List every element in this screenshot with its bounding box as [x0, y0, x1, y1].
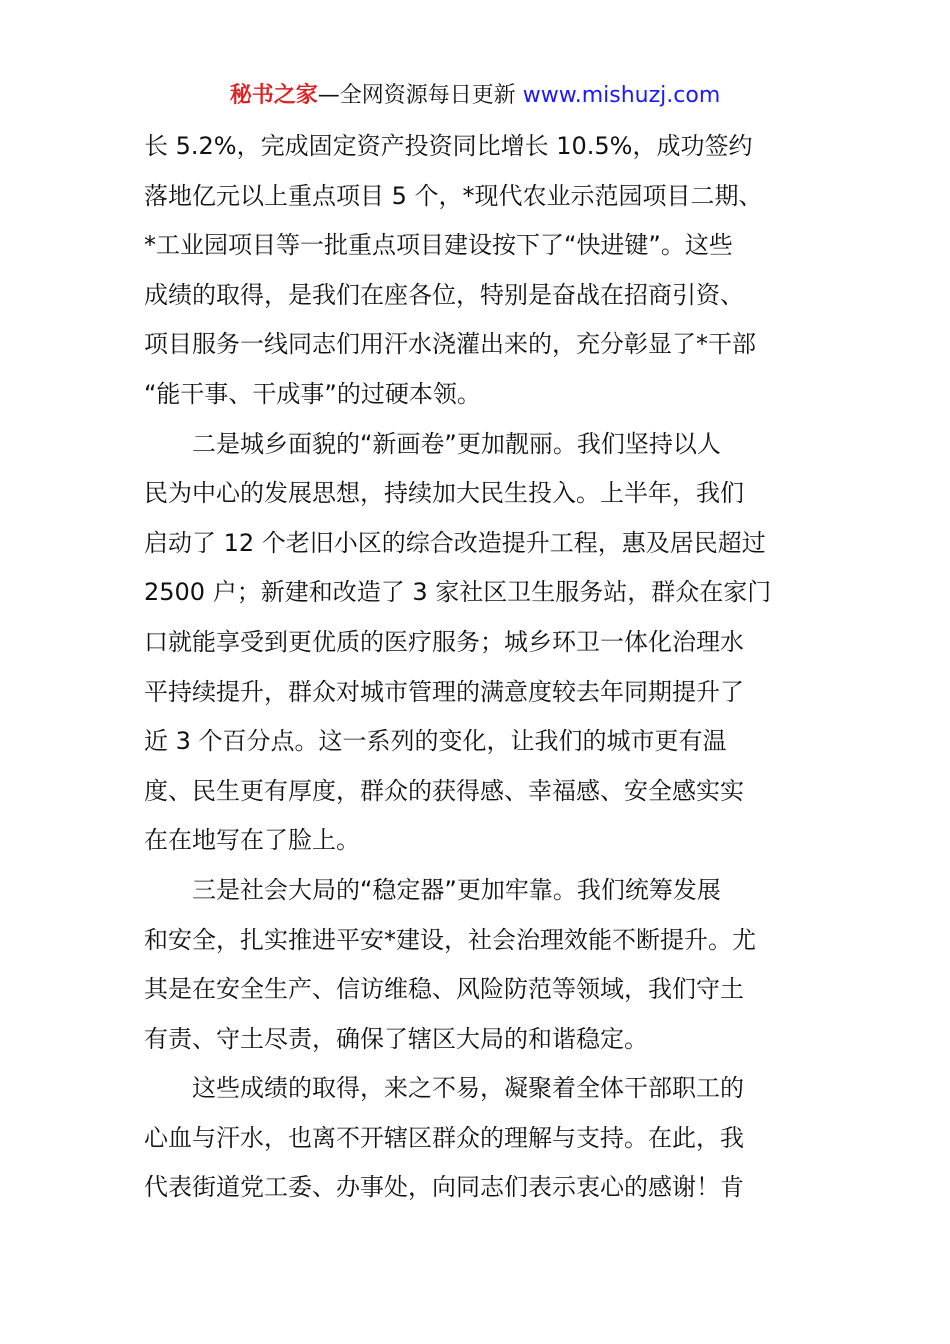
document-body	[144, 122, 824, 1213]
text-line: 有责、守土尽责，确保了辖区大局的和谐稳定。	[144, 1024, 648, 1053]
text-line: 启动了 12 个老旧小区的综合改造提升工程，惠及居民超过	[144, 528, 766, 557]
text-line: 长 5.2%，完成固定资产投资同比增长 10.5%，成功签约	[144, 132, 753, 160]
site-brand: 秘书之家	[229, 83, 318, 108]
site-header	[0, 80, 950, 112]
site-tagline: —全网资源每日更新	[317, 83, 523, 108]
text-line: 这些成绩的取得，来之不易，凝聚着全体干部职工的	[144, 1074, 744, 1103]
text-line: 2500 户；新建和改造了 3 家社区卫生服务站，群众在家门	[144, 578, 772, 607]
text-line: 落地亿元以上重点项目 5 个，*现代农业示范园项目二期、	[144, 181, 763, 210]
text-line: 民为中心的发展思想，持续加大民生投入。上半年，我们	[144, 479, 744, 508]
text-line: 口就能享受到更优质的医疗服务；城乡环卫一体化治理水	[144, 627, 744, 656]
text-line: *工业园项目等一批重点项目建设按下了“快进键”。这些	[144, 231, 733, 260]
text-line: 和安全，扎实推进平安*建设，社会治理效能不断提升。尤	[144, 925, 756, 954]
text-line: 心血与汗水，也离不开辖区群众的理解与支持。在此，我	[144, 1123, 744, 1152]
text-line: 二是城乡面貌的“新画卷”更加靓丽。我们坚持以人	[144, 429, 721, 458]
text-line: 项目服务一线同志们用汗水浇灌出来的，充分彰显了*干部	[144, 330, 756, 359]
text-line: 在在地写在了脸上。	[144, 826, 360, 855]
text-line: 三是社会大局的“稳定器”更加牢靠。我们统筹发展	[144, 875, 721, 904]
text-line: “能干事、干成事”的过硬本领。	[144, 379, 481, 408]
text-line: 代表街道党工委、办事处，向同志们表示衷心的感谢！肯	[144, 1173, 744, 1202]
text-line: 度、民生更有厚度，群众的获得感、幸福感、安全感实实	[144, 776, 744, 805]
site-url-link[interactable]: www.mishuzj.com	[522, 83, 721, 108]
text-line: 平持续提升，群众对城市管理的满意度较去年同期提升了	[144, 677, 744, 706]
text-line: 近 3 个百分点。这一系列的变化，让我们的城市更有温	[144, 727, 727, 756]
text-line: 其是在安全生产、信访维稳、风险防范等领域，我们守土	[144, 975, 744, 1004]
text-line: 成绩的取得，是我们在座各位，特别是奋战在招商引资、	[144, 280, 744, 309]
